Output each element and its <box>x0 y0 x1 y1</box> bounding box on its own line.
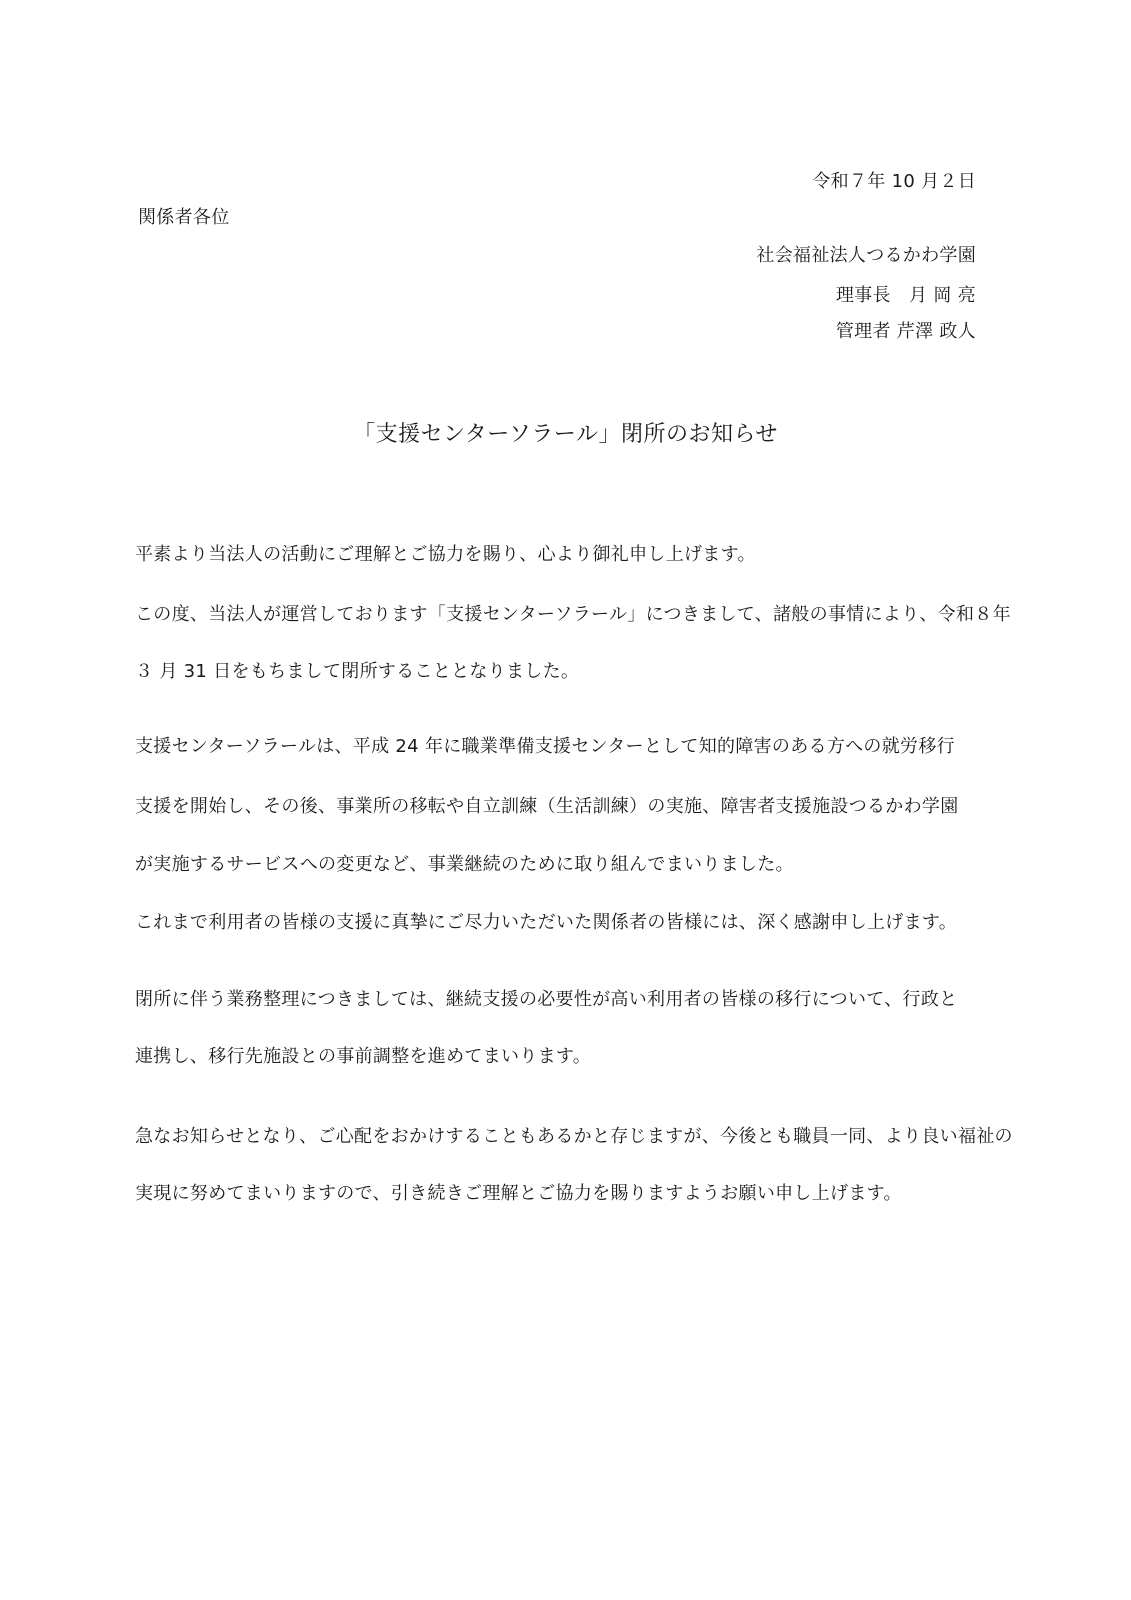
sender-chair: 理事長 月 岡 亮 <box>835 285 976 306</box>
sender-manager: 管理者 芹澤 政人 <box>835 321 976 342</box>
body-line: 閉所に伴う業務整理につきましては、継続支援の必要性が高い利用者の皆様の移行について、行政と <box>135 989 958 1010</box>
body-line: 支援を開始し、その後、事業所の移転や自立訓練（生活訓練）の実施、障害者支援施設つるかわ学園 <box>135 796 959 817</box>
letter-date: 令和７年 10 月２日 <box>812 171 976 192</box>
body-line: が実施するサービスへの変更など、事業継続のために取り組んでまいりました。 <box>135 854 794 875</box>
body-line: 急なお知らせとなり、ご心配をおかけすることもあるかと存じますが、今後とも職員一同、より良い福祉の <box>135 1126 1013 1147</box>
recipient: 関係者各位 <box>138 207 230 228</box>
body-line: 連携し、移行先施設との事前調整を進めてまいります。 <box>135 1046 592 1067</box>
sender-organization: 社会福祉法人つるかわ学園 <box>756 245 976 266</box>
body-line: 実現に努めてまいりますので、引き続きご理解とご協力を賜りますようお願い申し上げます。 <box>135 1183 902 1204</box>
body-line: 平素より当法人の活動にご理解とご協力を賜り、心より御礼申し上げます。 <box>135 544 756 565</box>
document-title: 「支援センターソラール」閉所のお知らせ <box>353 422 778 447</box>
body-line: ３ 月 31 日をもちまして閉所することとなりました。 <box>135 661 580 682</box>
body-line: この度、当法人が運営しております「支援センターソラール」につきまして、諸般の事情により、令和８年 <box>135 604 1011 625</box>
body-line: 支援センターソラールは、平成 24 年に職業準備支援センターとして知的障害のある方への就労移行 <box>135 736 955 757</box>
body-line: これまで利用者の皆様の支援に真摯にご尽力いただいた関係者の皆様には、深く感謝申し上げます。 <box>135 912 958 933</box>
